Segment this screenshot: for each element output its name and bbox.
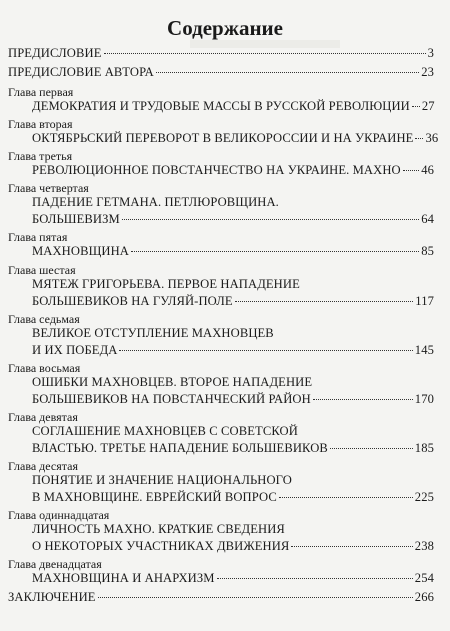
entry-title: ОКТЯБРЬСКИЙ ПЕРЕВОРОТ В ВЕЛИКОРОССИИ И НА УКРАИНЕ [32, 131, 414, 145]
chapter-label: Глава двенадцатая [8, 557, 102, 571]
toc-entry-chapter-8[interactable] [32, 390, 434, 409]
entry-title: БОЛЬШЕВИЗМ [32, 212, 120, 226]
leader-dots [313, 399, 413, 400]
leader-dots [104, 53, 426, 54]
toc-entry-author-preface[interactable] [8, 63, 434, 82]
chapter-label: Глава десятая [8, 459, 78, 473]
entry-title-line: ОШИБКИ МАХНОВЦЕВ. ВТОРОЕ НАПАДЕНИЕ [32, 375, 313, 389]
leader-dots [403, 170, 419, 171]
toc-entry-chapter-12[interactable] [32, 569, 434, 588]
leader-dots [217, 578, 413, 579]
entry-title: БОЛЬШЕВИКОВ НА ГУЛЯЙ-ПОЛЕ [32, 294, 233, 308]
entry-title-line: ПАДЕНИЕ ГЕТМАНА. ПЕТЛЮРОВЩИНА. [32, 195, 279, 209]
entry-page: 117 [415, 294, 434, 308]
toc-entry-chapter-5[interactable] [32, 242, 434, 261]
toc-entry-chapter-1[interactable] [32, 97, 434, 116]
chapter-label: Глава первая [8, 85, 74, 99]
leader-dots [291, 546, 412, 547]
entry-page: 145 [414, 343, 434, 357]
chapter-label: Глава шестая [8, 263, 76, 277]
entry-page: 170 [414, 392, 434, 406]
toc-entry-chapter-7[interactable] [32, 341, 434, 360]
leader-dots [412, 106, 420, 107]
chapter-label: Глава одиннадцатая [8, 508, 110, 522]
entry-title: О НЕКОТОРЫХ УЧАСТНИКАХ ДВИЖЕНИЯ [32, 539, 290, 553]
entry-page: 238 [414, 539, 434, 553]
leader-dots [119, 350, 412, 351]
entry-title-line: МЯТЕЖ ГРИГОРЬЕВА. ПЕРВОЕ НАПАДЕНИЕ [32, 277, 300, 291]
entry-title: ДЕМОКРАТИЯ И ТРУДОВЫЕ МАССЫ В РУССКОЙ РЕВОЛЮЦИИ [32, 99, 410, 113]
entry-page: 36 [425, 131, 439, 145]
entry-title-line: СОГЛАШЕНИЕ МАХНОВЦЕВ С СОВЕТСКОЙ [32, 424, 298, 438]
entry-page: 225 [414, 490, 434, 504]
chapter-label: Глава седьмая [8, 312, 80, 326]
chapter-label: Глава вторая [8, 117, 73, 131]
leader-dots [122, 219, 419, 220]
chapter-label: Глава четвертая [8, 181, 89, 195]
entry-title-line: ПОНЯТИЕ И ЗНАЧЕНИЕ НАЦИОНАЛЬНОГО [32, 473, 292, 487]
entry-page: 254 [414, 571, 434, 585]
leader-dots [98, 597, 413, 598]
toc-entry-chapter-2[interactable] [32, 129, 439, 148]
chapter-label: Глава восьмая [8, 361, 81, 375]
entry-title: МАХНОВЩИНА И АНАРХИЗМ [32, 571, 215, 585]
leader-dots [415, 138, 423, 139]
entry-page: 266 [414, 590, 434, 604]
toc-entry-chapter-6[interactable] [32, 292, 434, 311]
entry-title: ВЛАСТЬЮ. ТРЕТЬЕ НАПАДЕНИЕ БОЛЬШЕВИКОВ [32, 441, 328, 455]
chapter-label: Глава девятая [8, 410, 78, 424]
entry-title: ПРЕДИСЛОВИЕ [8, 46, 102, 60]
entry-title: И ИХ ПОБЕДА [32, 343, 118, 357]
leader-dots [235, 301, 414, 302]
entry-page: 27 [421, 99, 435, 113]
entry-page: 23 [421, 65, 434, 79]
entry-title: РЕВОЛЮЦИОННОЕ ПОВСТАНЧЕСТВО НА УКРАИНЕ. МАХНО [32, 163, 401, 177]
entry-title: В МАХНОВЩИНЕ. ЕВРЕЙСКИЙ ВОПРОС [32, 490, 277, 504]
entry-page: 64 [421, 212, 434, 226]
leader-dots [156, 72, 419, 73]
page-title: Содержание [167, 16, 283, 40]
entry-title: МАХНОВЩИНА [32, 244, 129, 258]
toc-entry-chapter-3[interactable] [32, 161, 434, 180]
toc-entry-chapter-11[interactable] [32, 537, 434, 556]
leader-dots [131, 251, 419, 252]
entry-title-line: ВЕЛИКОЕ ОТСТУПЛЕНИЕ МАХНОВЦЕВ [32, 326, 274, 340]
leader-dots [330, 448, 413, 449]
chapter-label: Глава третья [8, 149, 73, 163]
entry-page: 3 [427, 46, 434, 60]
toc-entry-conclusion[interactable] [8, 588, 434, 607]
toc-entry-chapter-9[interactable] [32, 439, 434, 458]
entry-title: ПРЕДИСЛОВИЕ АВТОРА [8, 65, 154, 79]
entry-page: 46 [421, 163, 434, 177]
entry-title: ЗАКЛЮЧЕНИЕ [8, 590, 96, 604]
chapter-label: Глава пятая [8, 230, 68, 244]
leader-dots [279, 497, 413, 498]
toc-entry-chapter-4[interactable] [32, 210, 434, 229]
entry-page: 185 [414, 441, 434, 455]
entry-page: 85 [421, 244, 434, 258]
entry-title-line: ЛИЧНОСТЬ МАХНО. КРАТКИЕ СВЕДЕНИЯ [32, 522, 285, 536]
toc-entry-preface[interactable] [8, 44, 434, 63]
toc-entry-chapter-10[interactable] [32, 488, 434, 507]
entry-title: БОЛЬШЕВИКОВ НА ПОВСТАНЧЕСКИЙ РАЙОН [32, 392, 311, 406]
